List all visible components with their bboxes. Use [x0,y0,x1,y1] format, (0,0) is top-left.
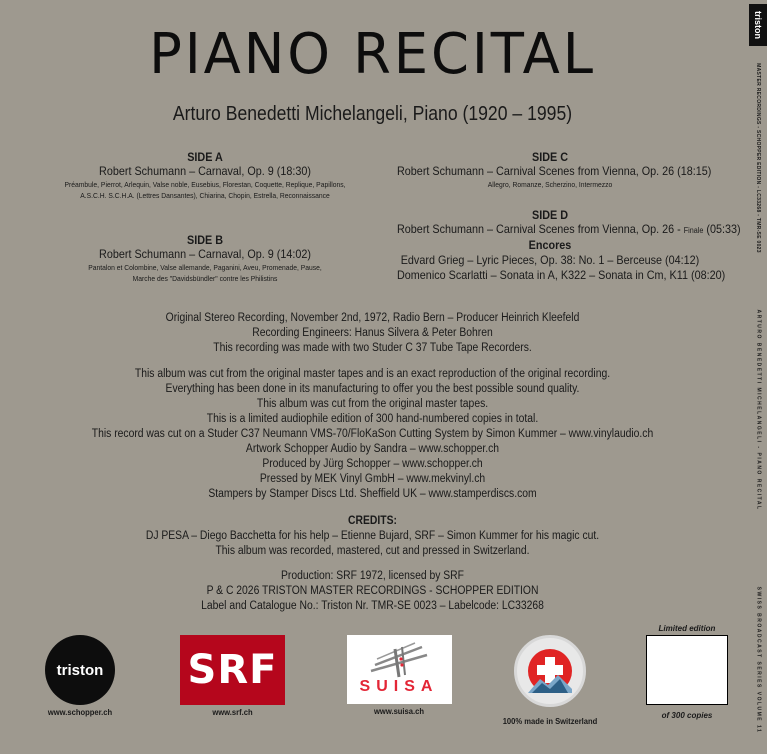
side-b-heading: SIDE B [186,233,223,247]
suisa-logo [347,635,452,704]
production-info [0,569,745,614]
album-info-line: This record was cut on a Studer C37 Neumann VMS-70/FloKaSon Cutting System by Simon Kummer – www.vinylaudio.ch [91,428,654,440]
spine-text-3 [751,570,765,750]
side-a-movements-2: A.S.C.H. S.C.H.A. (Lettres Dansantes), Chiarina, Chopin, Estrella, Reconnaissance [80,191,330,200]
recording-info-line: This recording was made with two Studer C 37 Tube Tape Recorders. [213,342,532,354]
side-d-work-finale: Finale [683,226,704,235]
credits-line: This album was recorded, mastered, cut and pressed in Switzerland. [215,545,530,557]
spine-text-1-content: MASTER RECORDINGS - SCHOPPER EDITION - LC33268 - TMR-SE 0023 [755,62,762,253]
encores-heading: Encores [528,238,572,252]
album-info-line: Pressed by MEK Vinyl GmbH – www.mekvinyl.ch [259,473,486,485]
credits-heading: CREDITS: [348,515,397,527]
recording-info-line: Original Stereo Recording, November 2nd, 1972, Radio Bern – Producer Heinrich Kleefeld [165,312,580,324]
side-c-work: Robert Schumann – Carnival Scenes from Vienna, Op. 26 (18:15) [397,164,712,178]
swiss-flag-icon [528,649,572,693]
srf-logo [180,635,285,705]
production-line: P & C 2026 TRISTON MASTER RECORDINGS - SCHOPPER EDITION [206,585,539,597]
spine-text-1 [751,62,765,253]
side-d-work [397,222,741,238]
edition-number-box [646,635,728,705]
triston-caption: www.schopper.ch [47,708,113,717]
production-line: Production: SRF 1972, licensed by SRF [281,570,464,582]
recording-info-line: Recording Engineers: Hanus Silvera & Peter Bohren [252,327,493,339]
side-c [380,150,720,190]
album-info-line: Produced by Jürg Schopper – www.schopper.ch [262,458,483,470]
suisa-logo-text: SUISA [359,678,439,695]
side-b [30,233,380,284]
triston-logo-block [40,635,120,717]
production-line: Label and Catalogue No.: Triston Nr. TMR-SE 0023 – Labelcode: LC33268 [201,600,544,612]
suisa-logo-block [344,635,454,716]
edition-bottom-label: of 300 copies [661,711,713,720]
suisa-strokes-icon [347,635,452,680]
swiss-cross-icon [528,649,572,693]
side-d-heading: SIDE D [531,208,568,222]
album-info-line: This album was cut from the original master tapes and is an exact reproduction of the original recording. [134,368,611,380]
edition-top-label: Limited edition [658,624,716,633]
album-info-line: Everything has been done in its manufacturing to offer you the best possible sound quality. [165,383,580,395]
side-a [30,150,380,201]
side-a-heading: SIDE A [187,150,223,164]
album-info-line: Artwork Schopper Audio by Sandra – www.schopper.ch [245,443,500,455]
album-info-line: This is a limited audiophile edition of 300 hand-numbered copies in total. [206,413,539,425]
spine-label-text: triston [753,11,763,39]
srf-caption: www.srf.ch [212,708,253,717]
encore-1: Edvard Grieg – Lyric Pieces, Op. 38: No. 1 – Berceuse (04:12) [400,253,700,267]
side-c-heading: SIDE C [531,150,568,164]
credits [0,514,745,559]
album-info [0,367,745,502]
spine-triston-label [749,4,767,46]
swiss-made-badge [514,635,586,707]
album-info-line: Stampers by Stamper Discs Ltd. Sheffield UK – www.stamperdiscs.com [208,488,537,500]
side-d-work-prefix: Robert Schumann – Carnival Scenes from Vienna, Op. 26 - [397,222,684,236]
suisa-caption: www.suisa.ch [374,707,424,716]
side-a-work: Robert Schumann – Carnaval, Op. 9 (18:30) [99,164,311,178]
side-a-movements-1: Préambule, Pierrot, Arlequin, Valse noble, Eusebius, Florestan, Coquette, Replique, Papillons, [64,180,346,189]
side-d-work-suffix: (05:33) [703,222,741,236]
side-b-movements-2: Marche des "Davidsbündler" contre les Philistins [132,274,278,283]
swiss-badge-block [490,635,610,726]
swiss-caption: 100% made in Switzerland [502,717,598,726]
album-subtitle: Arturo Benedetti Michelangeli, Piano (1920 – 1995) [172,103,573,125]
spine-text-3-content: SWISS BROADCAST SERIES VOLUME 11 [755,586,762,734]
side-d [380,208,741,283]
triston-logo [45,635,115,705]
encore-2: Domenico Scarlatti – Sonata in A, K322 – Sonata in Cm, K11 (08:20) [397,268,726,282]
album-title: PIANO RECITAL [149,22,596,87]
edition-block [642,624,732,720]
side-b-movements-1: Pantalon et Colombine, Valse allemande, Paganini, Aveu, Promenade, Pause, [88,263,322,272]
side-b-work: Robert Schumann – Carnaval, Op. 9 (14:02) [99,247,311,261]
credits-line: DJ PESA – Diego Bacchetta for his help – Etienne Bujard, SRF – Simon Kummer for his magic cut. [145,530,600,542]
spine-text-2-content: ARTURO BENEDETTI MICHELANGELI - PIANO RECITAL [755,309,762,511]
album-info-line: This album was cut from the original master tapes. [256,398,489,410]
side-c-movements: Allegro, Romanze, Scherzino, Intermezzo [487,180,613,189]
spine-text-2 [751,300,765,520]
triston-logo-text: triston [56,661,104,679]
recording-info [0,311,745,356]
srf-logo-text: SRF [187,647,278,693]
srf-logo-block [175,635,290,717]
